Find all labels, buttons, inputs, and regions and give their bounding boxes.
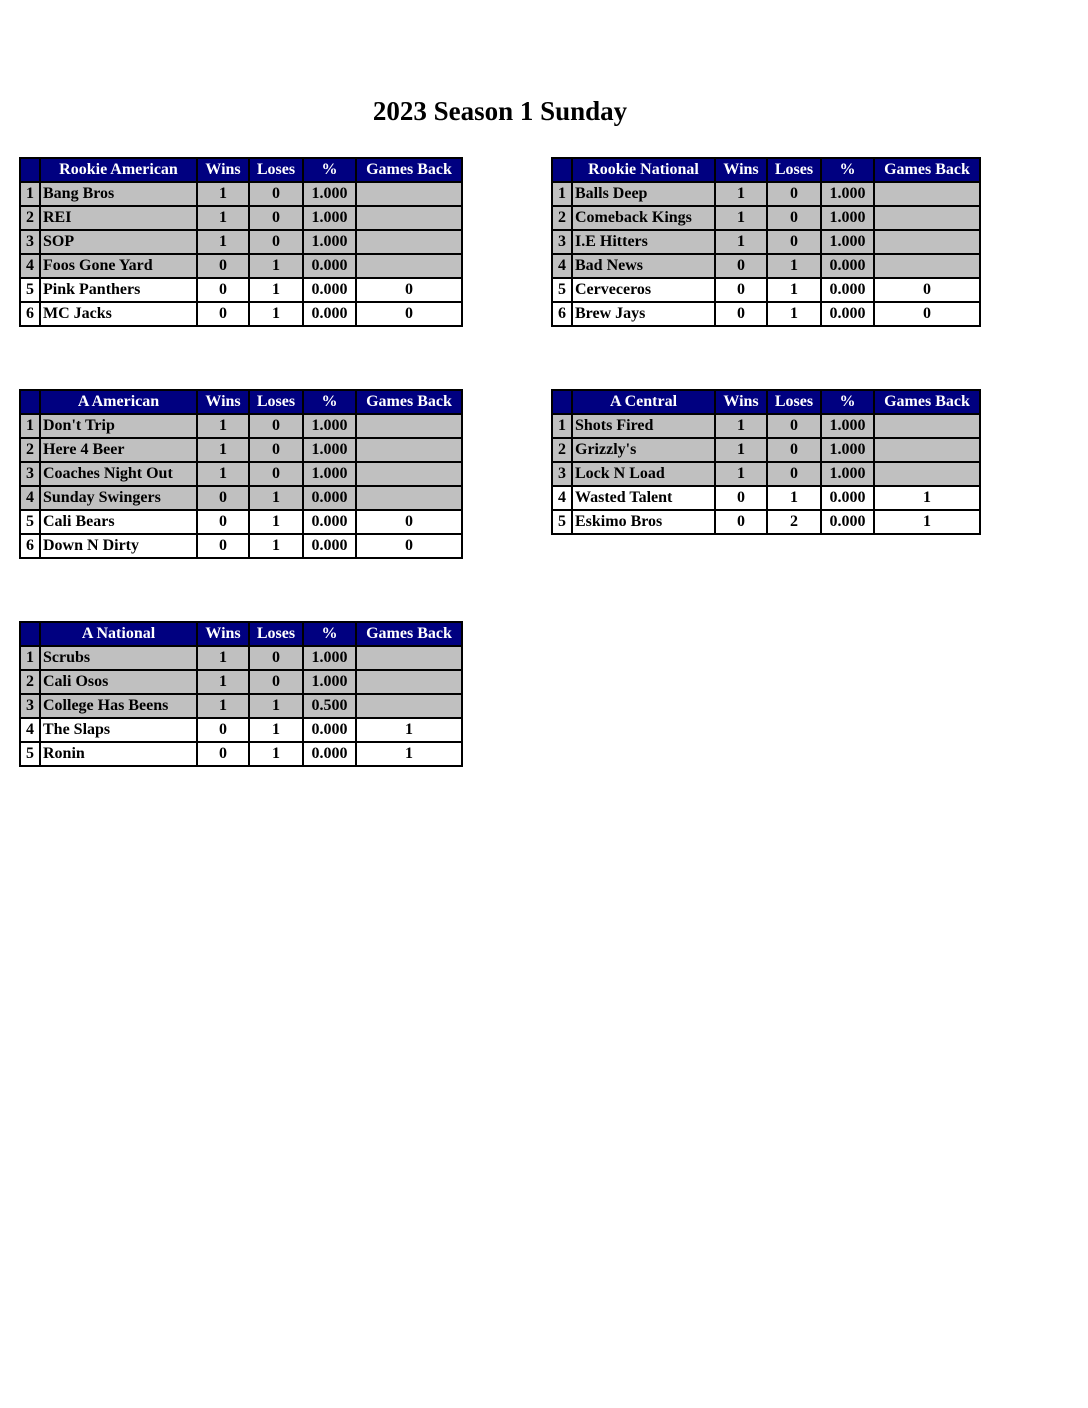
pct-cell: 1.000 — [303, 230, 356, 254]
rank-cell: 6 — [20, 534, 40, 558]
loses-cell: 1 — [249, 718, 303, 742]
loses-cell: 1 — [767, 302, 821, 326]
table-row — [20, 486, 462, 510]
wins-cell: 1 — [715, 230, 767, 254]
games-back-cell — [356, 670, 462, 694]
wins-cell: 1 — [197, 462, 249, 486]
table-row — [20, 742, 462, 766]
pct-cell: 1.000 — [821, 182, 874, 206]
rank-cell: 3 — [20, 462, 40, 486]
games-back-cell — [874, 414, 980, 438]
rank-cell: 2 — [552, 438, 572, 462]
wins-cell: 0 — [197, 302, 249, 326]
table-header-row — [552, 390, 980, 414]
games-back-header: Games Back — [356, 390, 462, 414]
loses-cell: 1 — [249, 278, 303, 302]
page-title: 2023 Season 1 Sunday — [372, 96, 628, 126]
team-cell: Cali Bears — [40, 510, 197, 534]
games-back-cell — [874, 462, 980, 486]
wins-cell: 0 — [197, 278, 249, 302]
loses-cell: 0 — [249, 230, 303, 254]
table-row — [20, 414, 462, 438]
pct-header: % — [303, 390, 356, 414]
table-row — [20, 278, 462, 302]
wins-cell: 1 — [715, 206, 767, 230]
pct-header: % — [303, 158, 356, 182]
rank-cell: 3 — [552, 462, 572, 486]
games-back-cell: 0 — [356, 510, 462, 534]
team-cell: Shots Fired — [572, 414, 715, 438]
team-cell: Cerveceros — [572, 278, 715, 302]
games-back-cell — [356, 694, 462, 718]
team-cell: Pink Panthers — [40, 278, 197, 302]
division-name: Rookie American — [40, 158, 197, 182]
wins-cell: 0 — [197, 510, 249, 534]
wins-cell: 0 — [715, 486, 767, 510]
games-back-header: Games Back — [874, 390, 980, 414]
rank-header — [20, 158, 40, 182]
loses-header: Loses — [249, 622, 303, 646]
team-cell: Ronin — [40, 742, 197, 766]
rank-cell: 3 — [552, 230, 572, 254]
loses-cell: 1 — [767, 254, 821, 278]
wins-cell: 1 — [715, 438, 767, 462]
rank-cell: 5 — [20, 742, 40, 766]
wins-cell: 0 — [715, 510, 767, 534]
loses-header: Loses — [767, 158, 821, 182]
wins-cell: 0 — [197, 742, 249, 766]
wins-cell: 0 — [197, 534, 249, 558]
table-row — [552, 302, 980, 326]
team-cell: College Has Beens — [40, 694, 197, 718]
rank-cell: 2 — [552, 206, 572, 230]
table-row — [20, 670, 462, 694]
games-back-cell — [874, 254, 980, 278]
rank-cell: 5 — [552, 278, 572, 302]
table-header-row — [20, 390, 462, 414]
table-row — [552, 510, 980, 534]
loses-cell: 0 — [767, 230, 821, 254]
table-row — [552, 438, 980, 462]
games-back-cell — [874, 438, 980, 462]
table-row — [20, 254, 462, 278]
wins-cell: 0 — [197, 718, 249, 742]
loses-cell: 1 — [767, 278, 821, 302]
team-cell: Bang Bros — [40, 182, 197, 206]
loses-header: Loses — [249, 158, 303, 182]
loses-cell: 0 — [249, 462, 303, 486]
games-back-cell — [356, 414, 462, 438]
table-row — [20, 534, 462, 558]
wins-cell: 1 — [197, 230, 249, 254]
pct-cell: 0.000 — [303, 534, 356, 558]
division-name: A American — [40, 390, 197, 414]
table-row — [552, 486, 980, 510]
wins-cell: 1 — [197, 206, 249, 230]
wins-cell: 1 — [715, 414, 767, 438]
wins-cell: 1 — [715, 182, 767, 206]
games-back-header: Games Back — [356, 622, 462, 646]
table-row — [552, 254, 980, 278]
rank-cell: 4 — [20, 486, 40, 510]
pct-header: % — [821, 390, 874, 414]
table-row — [20, 646, 462, 670]
wins-cell: 1 — [197, 438, 249, 462]
standings-table-rookie-american — [19, 157, 463, 327]
table-row — [20, 718, 462, 742]
pct-cell: 1.000 — [303, 670, 356, 694]
team-cell: Comeback Kings — [572, 206, 715, 230]
rank-cell: 5 — [20, 510, 40, 534]
games-back-cell: 0 — [874, 278, 980, 302]
table-row — [20, 230, 462, 254]
loses-cell: 1 — [249, 534, 303, 558]
games-back-cell: 1 — [874, 486, 980, 510]
loses-header: Loses — [767, 390, 821, 414]
rank-cell: 1 — [552, 182, 572, 206]
pct-cell: 0.000 — [821, 486, 874, 510]
wins-cell: 1 — [197, 670, 249, 694]
pct-cell: 1.000 — [821, 438, 874, 462]
rank-header — [552, 390, 572, 414]
rank-cell: 1 — [20, 414, 40, 438]
games-back-cell: 1 — [356, 742, 462, 766]
rank-header — [20, 622, 40, 646]
team-cell: Down N Dirty — [40, 534, 197, 558]
table-header-row — [20, 158, 462, 182]
games-back-header: Games Back — [874, 158, 980, 182]
pct-cell: 0.000 — [303, 278, 356, 302]
rank-cell: 2 — [20, 670, 40, 694]
loses-header: Loses — [249, 390, 303, 414]
loses-cell: 0 — [249, 670, 303, 694]
games-back-cell — [356, 254, 462, 278]
rank-cell: 3 — [20, 230, 40, 254]
games-back-header: Games Back — [356, 158, 462, 182]
wins-header: Wins — [715, 390, 767, 414]
pct-cell: 1.000 — [303, 646, 356, 670]
games-back-cell — [874, 206, 980, 230]
rank-cell: 3 — [20, 694, 40, 718]
pct-cell: 1.000 — [303, 182, 356, 206]
division-name: A Central — [572, 390, 715, 414]
wins-header: Wins — [197, 622, 249, 646]
loses-cell: 0 — [249, 182, 303, 206]
pct-cell: 1.000 — [821, 462, 874, 486]
pct-cell: 1.000 — [303, 414, 356, 438]
pct-cell: 1.000 — [821, 230, 874, 254]
rank-cell: 1 — [20, 646, 40, 670]
rank-cell: 4 — [552, 486, 572, 510]
team-cell: REI — [40, 206, 197, 230]
team-cell: Lock N Load — [572, 462, 715, 486]
rank-cell: 6 — [20, 302, 40, 326]
loses-cell: 0 — [767, 438, 821, 462]
games-back-cell: 0 — [356, 302, 462, 326]
games-back-cell — [356, 646, 462, 670]
wins-cell: 0 — [197, 254, 249, 278]
pct-cell: 1.000 — [303, 206, 356, 230]
pct-cell: 0.000 — [303, 510, 356, 534]
table-row — [552, 206, 980, 230]
loses-cell: 1 — [249, 254, 303, 278]
wins-cell: 0 — [715, 254, 767, 278]
team-cell: Scrubs — [40, 646, 197, 670]
division-name: Rookie National — [572, 158, 715, 182]
loses-cell: 1 — [249, 510, 303, 534]
wins-cell: 1 — [197, 646, 249, 670]
games-back-cell: 0 — [356, 278, 462, 302]
table-row — [20, 462, 462, 486]
loses-cell: 0 — [249, 438, 303, 462]
pct-header: % — [821, 158, 874, 182]
pct-cell: 0.000 — [821, 254, 874, 278]
table-header-row — [552, 158, 980, 182]
games-back-cell — [356, 462, 462, 486]
rank-header — [552, 158, 572, 182]
games-back-cell — [356, 438, 462, 462]
team-cell: Wasted Talent — [572, 486, 715, 510]
team-cell: Foos Gone Yard — [40, 254, 197, 278]
loses-cell: 1 — [249, 486, 303, 510]
table-row — [20, 438, 462, 462]
table-row — [552, 414, 980, 438]
team-cell: Balls Deep — [572, 182, 715, 206]
table-row — [20, 182, 462, 206]
loses-cell: 1 — [249, 302, 303, 326]
loses-cell: 0 — [249, 206, 303, 230]
wins-cell: 0 — [197, 486, 249, 510]
pct-cell: 0.500 — [303, 694, 356, 718]
games-back-cell — [874, 182, 980, 206]
loses-cell: 0 — [767, 462, 821, 486]
wins-header: Wins — [197, 158, 249, 182]
wins-cell: 0 — [715, 278, 767, 302]
rank-cell: 2 — [20, 206, 40, 230]
wins-cell: 1 — [197, 694, 249, 718]
division-name: A National — [40, 622, 197, 646]
games-back-cell: 0 — [874, 302, 980, 326]
loses-cell: 2 — [767, 510, 821, 534]
wins-header: Wins — [715, 158, 767, 182]
standings-table-rookie-national — [551, 157, 981, 327]
team-cell: MC Jacks — [40, 302, 197, 326]
team-cell: I.E Hitters — [572, 230, 715, 254]
pct-cell: 1.000 — [821, 414, 874, 438]
rank-cell: 5 — [552, 510, 572, 534]
games-back-cell — [356, 206, 462, 230]
team-cell: Grizzly's — [572, 438, 715, 462]
team-cell: Eskimo Bros — [572, 510, 715, 534]
rank-cell: 4 — [20, 254, 40, 278]
pct-cell: 0.000 — [821, 278, 874, 302]
loses-cell: 1 — [249, 694, 303, 718]
games-back-cell: 0 — [356, 534, 462, 558]
table-row — [552, 278, 980, 302]
pct-cell: 0.000 — [303, 254, 356, 278]
pct-cell: 0.000 — [303, 718, 356, 742]
team-cell: Bad News — [572, 254, 715, 278]
pct-cell: 1.000 — [303, 462, 356, 486]
wins-cell: 1 — [715, 462, 767, 486]
table-row — [20, 694, 462, 718]
loses-cell: 1 — [767, 486, 821, 510]
table-row — [552, 230, 980, 254]
rank-cell: 5 — [20, 278, 40, 302]
wins-cell: 0 — [715, 302, 767, 326]
rank-cell: 4 — [552, 254, 572, 278]
rank-header — [20, 390, 40, 414]
team-cell: Brew Jays — [572, 302, 715, 326]
rank-cell: 4 — [20, 718, 40, 742]
table-row — [20, 510, 462, 534]
wins-header: Wins — [197, 390, 249, 414]
team-cell: Cali Osos — [40, 670, 197, 694]
loses-cell: 0 — [767, 414, 821, 438]
rank-cell: 6 — [552, 302, 572, 326]
team-cell: The Slaps — [40, 718, 197, 742]
wins-cell: 1 — [197, 414, 249, 438]
pct-cell: 0.000 — [821, 302, 874, 326]
pct-header: % — [303, 622, 356, 646]
games-back-cell: 1 — [874, 510, 980, 534]
team-cell: SOP — [40, 230, 197, 254]
table-row — [552, 182, 980, 206]
games-back-cell — [356, 230, 462, 254]
pct-cell: 0.000 — [303, 486, 356, 510]
team-cell: Don't Trip — [40, 414, 197, 438]
pct-cell: 1.000 — [821, 206, 874, 230]
team-cell: Coaches Night Out — [40, 462, 197, 486]
rank-cell: 2 — [20, 438, 40, 462]
pct-cell: 0.000 — [303, 742, 356, 766]
rank-cell: 1 — [20, 182, 40, 206]
loses-cell: 0 — [249, 414, 303, 438]
loses-cell: 0 — [767, 206, 821, 230]
games-back-cell: 1 — [356, 718, 462, 742]
wins-cell: 1 — [197, 182, 249, 206]
games-back-cell — [356, 486, 462, 510]
pct-cell: 0.000 — [821, 510, 874, 534]
table-row — [20, 302, 462, 326]
games-back-cell — [874, 230, 980, 254]
team-cell: Sunday Swingers — [40, 486, 197, 510]
table-header-row — [20, 622, 462, 646]
loses-cell: 0 — [249, 646, 303, 670]
team-cell: Here 4 Beer — [40, 438, 197, 462]
pct-cell: 1.000 — [303, 438, 356, 462]
table-row — [20, 206, 462, 230]
games-back-cell — [356, 182, 462, 206]
loses-cell: 0 — [767, 182, 821, 206]
loses-cell: 1 — [249, 742, 303, 766]
table-row — [552, 462, 980, 486]
rank-cell: 1 — [552, 414, 572, 438]
standings-table-a-american — [19, 389, 463, 559]
standings-table-a-national — [19, 621, 463, 767]
standings-table-a-central — [551, 389, 981, 535]
pct-cell: 0.000 — [303, 302, 356, 326]
